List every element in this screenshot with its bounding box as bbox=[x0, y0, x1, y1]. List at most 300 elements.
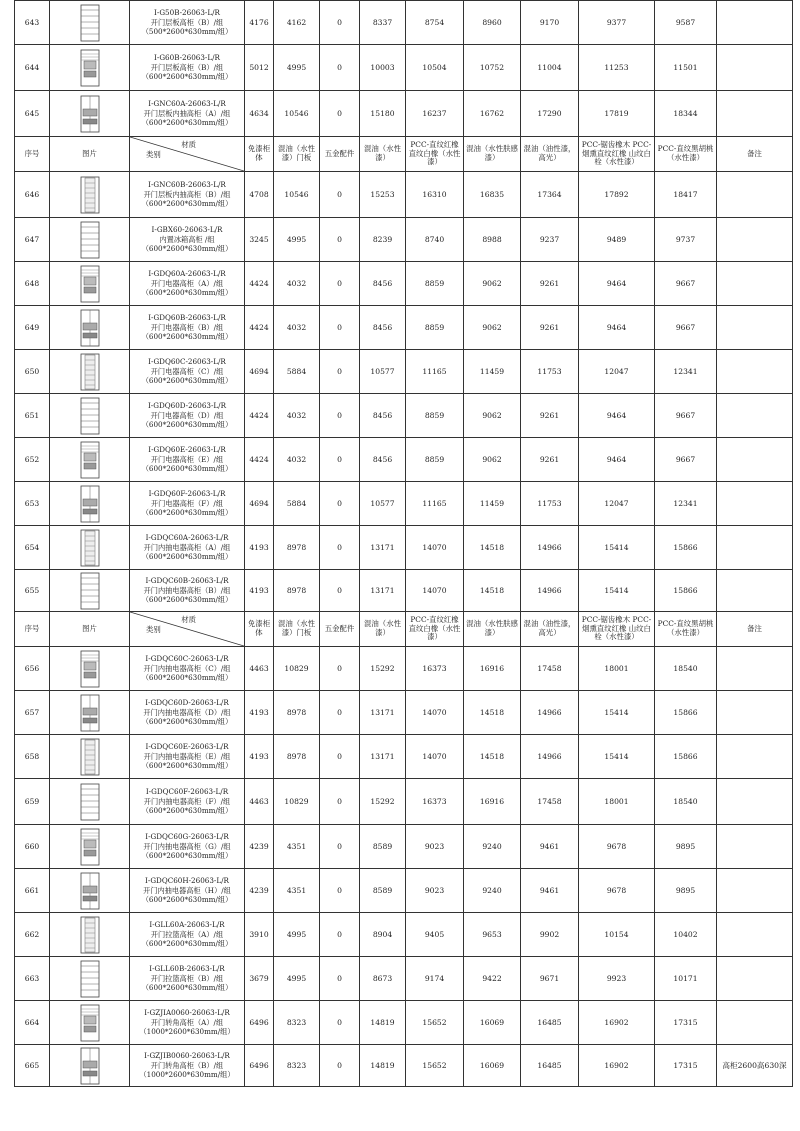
row-number: 643 bbox=[15, 1, 50, 45]
price-sheet bbox=[14, 0, 792, 1087]
product-name: 开门内抽电器高柜（B）/组 bbox=[143, 585, 231, 595]
price-cabinet: 4463 bbox=[245, 779, 274, 825]
product-name: 开门内抽电器高柜（H）/组 bbox=[143, 885, 231, 895]
price-m6: 18344 bbox=[655, 91, 717, 137]
price-m3: 16069 bbox=[464, 1001, 521, 1045]
price-m4: 14966 bbox=[521, 526, 579, 570]
price-m4: 17458 bbox=[521, 647, 579, 691]
price-cabinet: 6496 bbox=[245, 1001, 274, 1045]
price-m3: 9422 bbox=[464, 957, 521, 1001]
product-category bbox=[130, 45, 245, 91]
price-cabinet: 4239 bbox=[245, 825, 274, 869]
table-row bbox=[15, 1001, 793, 1045]
price-m2: 15652 bbox=[406, 1045, 464, 1087]
price-hardware: 0 bbox=[320, 570, 360, 612]
price-m1: 8904 bbox=[360, 913, 406, 957]
price-m4: 16485 bbox=[521, 1001, 579, 1045]
header-material: 材质 bbox=[181, 140, 196, 149]
product-image bbox=[50, 779, 130, 825]
price-cabinet: 3910 bbox=[245, 913, 274, 957]
header-m1: 混油（水性漆） bbox=[360, 137, 406, 172]
product-code: I-GLL60A-26063-L/R bbox=[149, 920, 225, 930]
product-size: （600*2600*630mm/组） bbox=[141, 508, 233, 518]
tall-cabinet-icon bbox=[80, 872, 100, 910]
price-m5: 9377 bbox=[579, 1, 655, 45]
header-seq: 序号 bbox=[15, 612, 50, 647]
table-row bbox=[15, 438, 793, 482]
product-size: （600*2600*630mm/组） bbox=[141, 717, 233, 727]
price-m6: 18417 bbox=[655, 172, 717, 218]
product-name: 开门内抽电器高柜（F）/组 bbox=[143, 796, 231, 806]
product-code: I-GDQ60B-26063-L/R bbox=[148, 313, 226, 323]
price-m1: 15180 bbox=[360, 91, 406, 137]
price-m4: 17290 bbox=[521, 91, 579, 137]
product-image bbox=[50, 394, 130, 438]
product-code: I-GDQ60D-26063-L/R bbox=[147, 401, 227, 411]
header-material: 材质 bbox=[181, 615, 196, 624]
product-name: 开门层板内抽高柜（B）/组 bbox=[143, 189, 231, 199]
product-name: 开门层板高柜（B）/组 bbox=[150, 62, 224, 72]
tall-cabinet-icon bbox=[80, 650, 100, 688]
tall-cabinet-icon bbox=[80, 221, 100, 259]
price-m6: 9587 bbox=[655, 1, 717, 45]
product-category bbox=[130, 913, 245, 957]
product-code: I-GNC60A-26063-L/R bbox=[148, 99, 226, 109]
row-number: 665 bbox=[15, 1045, 50, 1087]
price-m5: 9678 bbox=[579, 825, 655, 869]
price-m6: 9737 bbox=[655, 218, 717, 262]
table-row bbox=[15, 45, 793, 91]
product-image bbox=[50, 825, 130, 869]
tall-cabinet-icon bbox=[80, 176, 100, 214]
price-cabinet: 5012 bbox=[245, 45, 274, 91]
price-m1: 15292 bbox=[360, 647, 406, 691]
product-image bbox=[50, 957, 130, 1001]
header-note: 备注 bbox=[717, 612, 793, 647]
price-m4: 11004 bbox=[521, 45, 579, 91]
price-m4: 9461 bbox=[521, 869, 579, 913]
price-door: 4351 bbox=[274, 869, 320, 913]
price-m4: 11753 bbox=[521, 350, 579, 394]
price-m6: 15866 bbox=[655, 570, 717, 612]
header-image: 图片 bbox=[50, 137, 130, 172]
row-number: 646 bbox=[15, 172, 50, 218]
price-door: 4995 bbox=[274, 218, 320, 262]
product-size: （500*2600*630mm/组） bbox=[141, 27, 233, 37]
price-m2: 14070 bbox=[406, 735, 464, 779]
product-image bbox=[50, 91, 130, 137]
price-m4: 9261 bbox=[521, 306, 579, 350]
product-code: I-GNC60B-26063-L/R bbox=[148, 180, 226, 190]
product-category bbox=[130, 1045, 245, 1087]
price-hardware: 0 bbox=[320, 957, 360, 1001]
tall-cabinet-icon bbox=[80, 49, 100, 87]
price-m6: 15866 bbox=[655, 735, 717, 779]
product-image bbox=[50, 913, 130, 957]
price-cabinet: 4463 bbox=[245, 647, 274, 691]
price-m5: 15414 bbox=[579, 735, 655, 779]
product-image bbox=[50, 691, 130, 735]
price-hardware: 0 bbox=[320, 691, 360, 735]
product-category bbox=[130, 91, 245, 137]
product-code: I-GDQC60H-26063-L/R bbox=[145, 876, 229, 886]
row-note bbox=[717, 45, 793, 91]
header-m4: 混油（油性漆，高光） bbox=[521, 137, 579, 172]
product-size: （600*2600*630mm/组） bbox=[141, 244, 233, 254]
product-category bbox=[130, 869, 245, 913]
product-name: 开门层板内抽高柜（A）/组 bbox=[143, 108, 231, 118]
row-note bbox=[717, 482, 793, 526]
price-m4: 9261 bbox=[521, 438, 579, 482]
product-name: 开门内抽电器高柜（C）/组 bbox=[143, 663, 231, 673]
price-m3: 11459 bbox=[464, 482, 521, 526]
product-category bbox=[130, 647, 245, 691]
product-name: 开门电器高柜（C）/组 bbox=[150, 366, 224, 376]
product-size: （600*2600*630mm/组） bbox=[141, 983, 233, 993]
price-m3: 16069 bbox=[464, 1045, 521, 1087]
price-door: 4995 bbox=[274, 957, 320, 1001]
price-m4: 9902 bbox=[521, 913, 579, 957]
row-note bbox=[717, 526, 793, 570]
table-row bbox=[15, 957, 793, 1001]
price-door: 8323 bbox=[274, 1001, 320, 1045]
price-m3: 14518 bbox=[464, 691, 521, 735]
price-cabinet: 4424 bbox=[245, 262, 274, 306]
price-m6: 10402 bbox=[655, 913, 717, 957]
price-m6: 9667 bbox=[655, 306, 717, 350]
product-size: （600*2600*630mm/组） bbox=[141, 595, 233, 605]
price-m5: 15414 bbox=[579, 526, 655, 570]
price-door: 10546 bbox=[274, 91, 320, 137]
header-material-category bbox=[130, 137, 245, 172]
product-size: （600*2600*630mm/组） bbox=[141, 806, 233, 816]
row-note bbox=[717, 172, 793, 218]
row-note bbox=[717, 262, 793, 306]
price-hardware: 0 bbox=[320, 735, 360, 779]
product-category bbox=[130, 957, 245, 1001]
price-door: 4032 bbox=[274, 394, 320, 438]
price-m1: 10577 bbox=[360, 482, 406, 526]
product-name: 开门电器高柜（A）/组 bbox=[150, 278, 224, 288]
price-m2: 16310 bbox=[406, 172, 464, 218]
tall-cabinet-icon bbox=[80, 572, 100, 610]
tall-cabinet-icon bbox=[80, 485, 100, 523]
price-m2: 14070 bbox=[406, 526, 464, 570]
row-note bbox=[717, 438, 793, 482]
product-category bbox=[130, 570, 245, 612]
product-image bbox=[50, 482, 130, 526]
product-name: 开门内抽电器高柜（G）/组 bbox=[143, 841, 231, 851]
price-door: 8978 bbox=[274, 570, 320, 612]
row-number: 644 bbox=[15, 45, 50, 91]
product-size: （600*2600*630mm/组） bbox=[141, 199, 233, 209]
product-code: I-GZJIB0060-26063-L/R bbox=[144, 1051, 230, 1061]
price-m5: 10154 bbox=[579, 913, 655, 957]
header-m3: 混油（水性肤感漆） bbox=[464, 612, 521, 647]
price-m6: 9895 bbox=[655, 825, 717, 869]
row-note bbox=[717, 735, 793, 779]
price-m5: 9464 bbox=[579, 438, 655, 482]
product-image bbox=[50, 218, 130, 262]
table-row bbox=[15, 91, 793, 137]
price-hardware: 0 bbox=[320, 1, 360, 45]
row-note bbox=[717, 570, 793, 612]
row-note bbox=[717, 1, 793, 45]
header-hardware: 五金配件 bbox=[320, 137, 360, 172]
price-hardware: 0 bbox=[320, 262, 360, 306]
price-m1: 8456 bbox=[360, 394, 406, 438]
product-size: （600*2600*630mm/组） bbox=[141, 939, 233, 949]
price-door: 8323 bbox=[274, 1045, 320, 1087]
product-category bbox=[130, 779, 245, 825]
product-category bbox=[130, 394, 245, 438]
table-row bbox=[15, 779, 793, 825]
header-category: 类别 bbox=[146, 150, 161, 159]
tall-cabinet-icon bbox=[80, 960, 100, 998]
price-cabinet: 4193 bbox=[245, 570, 274, 612]
price-m5: 12047 bbox=[579, 482, 655, 526]
product-code: I-GDQC60C-26063-L/R bbox=[145, 654, 229, 664]
price-m5: 17892 bbox=[579, 172, 655, 218]
product-name: 开门内抽电器高柜（A）/组 bbox=[143, 542, 231, 552]
header-door: 混油（水性漆）门板 bbox=[274, 612, 320, 647]
price-cabinet: 3679 bbox=[245, 957, 274, 1001]
price-m2: 10504 bbox=[406, 45, 464, 91]
price-m6: 18540 bbox=[655, 647, 717, 691]
product-name: 开门转角高柜（B）/组 bbox=[150, 1060, 224, 1070]
tall-cabinet-icon bbox=[80, 265, 100, 303]
product-code: I-GDQ60C-26063-L/R bbox=[148, 357, 226, 367]
price-cabinet: 4239 bbox=[245, 869, 274, 913]
price-m2: 8859 bbox=[406, 438, 464, 482]
price-m3: 16916 bbox=[464, 779, 521, 825]
price-m5: 9464 bbox=[579, 262, 655, 306]
row-number: 658 bbox=[15, 735, 50, 779]
price-m5: 12047 bbox=[579, 350, 655, 394]
price-door: 5884 bbox=[274, 482, 320, 526]
price-cabinet: 4634 bbox=[245, 91, 274, 137]
price-m2: 16237 bbox=[406, 91, 464, 137]
price-m3: 8960 bbox=[464, 1, 521, 45]
row-number: 645 bbox=[15, 91, 50, 137]
product-category bbox=[130, 825, 245, 869]
price-m3: 8988 bbox=[464, 218, 521, 262]
price-m3: 9240 bbox=[464, 825, 521, 869]
price-m5: 16902 bbox=[579, 1045, 655, 1087]
tall-cabinet-icon bbox=[80, 1047, 100, 1085]
row-number: 664 bbox=[15, 1001, 50, 1045]
price-m5: 16902 bbox=[579, 1001, 655, 1045]
header-m2: PCC-直纹红橡直纹白橡（水性漆） bbox=[406, 612, 464, 647]
table-row bbox=[15, 869, 793, 913]
price-cabinet: 4176 bbox=[245, 1, 274, 45]
price-m5: 18001 bbox=[579, 779, 655, 825]
product-code: I-G60B-26063-L/R bbox=[154, 53, 220, 63]
price-m6: 15866 bbox=[655, 691, 717, 735]
price-cabinet: 6496 bbox=[245, 1045, 274, 1087]
product-category bbox=[130, 262, 245, 306]
price-m1: 8456 bbox=[360, 262, 406, 306]
header-m4: 混油（油性漆，高光） bbox=[521, 612, 579, 647]
row-note: 高柜2600高630深 bbox=[717, 1045, 793, 1087]
price-m3: 14518 bbox=[464, 735, 521, 779]
tall-cabinet-icon bbox=[80, 828, 100, 866]
product-name: 开门拉篮高柜（A）/组 bbox=[150, 929, 224, 939]
product-name: 开门拉篮高柜（B）/组 bbox=[150, 973, 224, 983]
product-category bbox=[130, 438, 245, 482]
table-row bbox=[15, 350, 793, 394]
price-m4: 11753 bbox=[521, 482, 579, 526]
price-m3: 10752 bbox=[464, 45, 521, 91]
price-m3: 16762 bbox=[464, 91, 521, 137]
header-row bbox=[15, 137, 793, 172]
product-name: 开门转角高柜（A）/组 bbox=[150, 1017, 224, 1027]
product-size: （600*2600*630mm/组） bbox=[141, 288, 233, 298]
product-code: I-GDQC60D-26063-L/R bbox=[145, 698, 229, 708]
price-m4: 14966 bbox=[521, 735, 579, 779]
price-m4: 9261 bbox=[521, 262, 579, 306]
row-note bbox=[717, 957, 793, 1001]
price-cabinet: 4694 bbox=[245, 482, 274, 526]
price-m5: 17819 bbox=[579, 91, 655, 137]
header-seq: 序号 bbox=[15, 137, 50, 172]
product-image bbox=[50, 172, 130, 218]
price-m5: 9489 bbox=[579, 218, 655, 262]
price-m6: 12341 bbox=[655, 482, 717, 526]
table-row bbox=[15, 647, 793, 691]
row-note bbox=[717, 306, 793, 350]
header-m5: PCC-锯齿橡木 PCC-烟熏直纹红橡 山纹白栓（水性漆） bbox=[579, 137, 655, 172]
tall-cabinet-icon bbox=[80, 353, 100, 391]
table-row bbox=[15, 172, 793, 218]
price-m1: 8456 bbox=[360, 438, 406, 482]
product-size: （600*2600*630mm/组） bbox=[141, 895, 233, 905]
price-m5: 9678 bbox=[579, 869, 655, 913]
table-row bbox=[15, 482, 793, 526]
product-code: I-GDQ60A-26063-L/R bbox=[148, 269, 226, 279]
product-image bbox=[50, 570, 130, 612]
price-m2: 14070 bbox=[406, 570, 464, 612]
header-m5: PCC-锯齿橡木 PCC-烟熏直纹红橡 山纹白栓（水性漆） bbox=[579, 612, 655, 647]
row-number: 649 bbox=[15, 306, 50, 350]
tall-cabinet-icon bbox=[80, 783, 100, 821]
row-number: 662 bbox=[15, 913, 50, 957]
product-image bbox=[50, 735, 130, 779]
price-m3: 16835 bbox=[464, 172, 521, 218]
price-hardware: 0 bbox=[320, 526, 360, 570]
table-row bbox=[15, 735, 793, 779]
row-note bbox=[717, 1001, 793, 1045]
price-m6: 12341 bbox=[655, 350, 717, 394]
price-m5: 11253 bbox=[579, 45, 655, 91]
product-size: （600*2600*630mm/组） bbox=[141, 851, 233, 861]
price-hardware: 0 bbox=[320, 869, 360, 913]
row-note bbox=[717, 218, 793, 262]
header-material-category bbox=[130, 612, 245, 647]
price-cabinet: 4424 bbox=[245, 306, 274, 350]
price-m4: 17364 bbox=[521, 172, 579, 218]
product-category bbox=[130, 1001, 245, 1045]
product-code: I-GDQC60F-26063-L/R bbox=[145, 787, 229, 797]
product-name: 开门电器高柜（E）/组 bbox=[150, 454, 224, 464]
price-m4: 9170 bbox=[521, 1, 579, 45]
product-code: I-G50B-26063-L/R bbox=[154, 8, 220, 18]
product-category bbox=[130, 350, 245, 394]
product-image bbox=[50, 1001, 130, 1045]
price-hardware: 0 bbox=[320, 172, 360, 218]
header-door: 混油（水性漆）门板 bbox=[274, 137, 320, 172]
price-hardware: 0 bbox=[320, 306, 360, 350]
price-m1: 15253 bbox=[360, 172, 406, 218]
price-m4: 9237 bbox=[521, 218, 579, 262]
price-m1: 13171 bbox=[360, 691, 406, 735]
tall-cabinet-icon bbox=[80, 1004, 100, 1042]
product-image bbox=[50, 1, 130, 45]
price-hardware: 0 bbox=[320, 482, 360, 526]
price-door: 5884 bbox=[274, 350, 320, 394]
price-m1: 8589 bbox=[360, 825, 406, 869]
price-m6: 15866 bbox=[655, 526, 717, 570]
product-code: I-GDQ60F-26063-L/R bbox=[148, 489, 226, 499]
header-m6: PCC-直纹黑胡桃（水性漆） bbox=[655, 137, 717, 172]
price-m1: 8673 bbox=[360, 957, 406, 1001]
row-number: 661 bbox=[15, 869, 50, 913]
tall-cabinet-icon bbox=[80, 309, 100, 347]
price-door: 4162 bbox=[274, 1, 320, 45]
product-category bbox=[130, 691, 245, 735]
price-m2: 14070 bbox=[406, 691, 464, 735]
table-row bbox=[15, 913, 793, 957]
price-m2: 8859 bbox=[406, 306, 464, 350]
price-m2: 8859 bbox=[406, 394, 464, 438]
price-door: 8978 bbox=[274, 526, 320, 570]
price-m3: 9062 bbox=[464, 394, 521, 438]
price-hardware: 0 bbox=[320, 350, 360, 394]
row-number: 654 bbox=[15, 526, 50, 570]
price-m6: 11501 bbox=[655, 45, 717, 91]
price-m3: 9240 bbox=[464, 869, 521, 913]
price-hardware: 0 bbox=[320, 1045, 360, 1087]
price-door: 4995 bbox=[274, 913, 320, 957]
table-row bbox=[15, 1045, 793, 1087]
price-m2: 8859 bbox=[406, 262, 464, 306]
price-m1: 8239 bbox=[360, 218, 406, 262]
product-image bbox=[50, 647, 130, 691]
table-row bbox=[15, 526, 793, 570]
price-door: 4995 bbox=[274, 45, 320, 91]
product-image bbox=[50, 45, 130, 91]
product-image bbox=[50, 350, 130, 394]
price-m2: 8740 bbox=[406, 218, 464, 262]
header-cabinet: 免漆柜体 bbox=[245, 137, 274, 172]
price-m3: 9062 bbox=[464, 306, 521, 350]
product-size: （600*2600*630mm/组） bbox=[141, 118, 233, 128]
price-m1: 14819 bbox=[360, 1001, 406, 1045]
price-door: 10546 bbox=[274, 172, 320, 218]
product-code: I-GZJIA0060-26063-L/R bbox=[144, 1008, 230, 1018]
price-door: 4032 bbox=[274, 262, 320, 306]
tall-cabinet-icon bbox=[80, 529, 100, 567]
table-row bbox=[15, 825, 793, 869]
price-m1: 13171 bbox=[360, 735, 406, 779]
price-door: 4032 bbox=[274, 306, 320, 350]
product-code: I-GDQC60A-26063-L/R bbox=[145, 533, 229, 543]
product-image bbox=[50, 1045, 130, 1087]
price-m6: 9667 bbox=[655, 262, 717, 306]
product-name: 开门内抽电器高柜（E）/组 bbox=[143, 751, 231, 761]
product-category bbox=[130, 482, 245, 526]
product-size: （1000*2600*630mm/组） bbox=[139, 1027, 235, 1037]
